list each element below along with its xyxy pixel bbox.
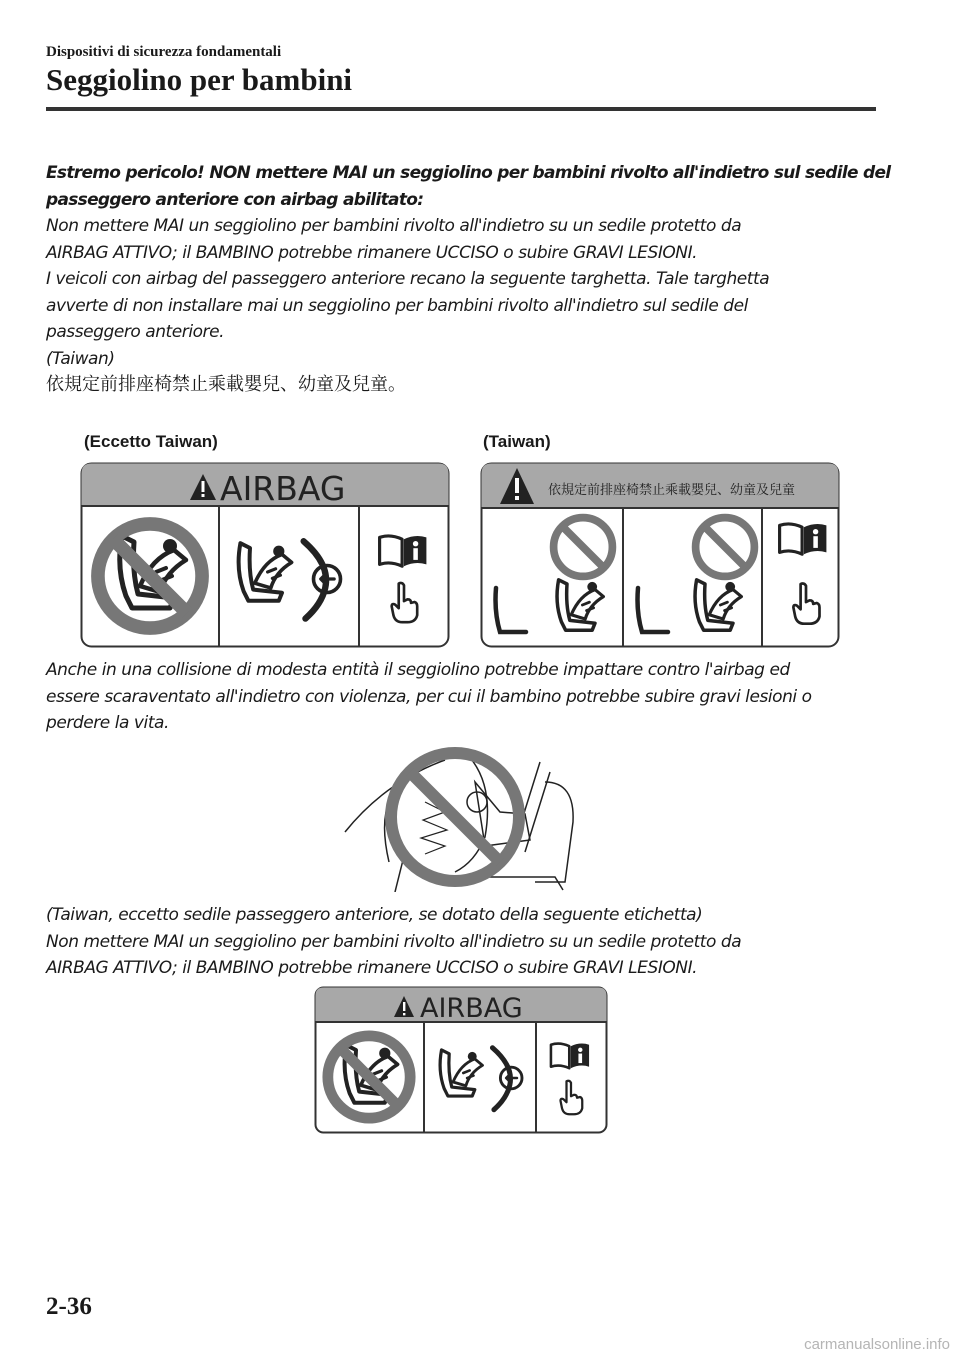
warning-heading-line-1: Estremo pericolo! NON mettere MAI un seggiolino per bambini rivolto all'indietro sul sedile del: [46, 163, 891, 183]
collision-paragraph: [46, 657, 886, 737]
airbag-word: AIRBAG: [420, 993, 523, 1024]
airbag-label-small: [314, 986, 608, 1134]
warning-body-line-1: Non mettere MAI un seggiolino per bambini rivolto all'indietro su un sedile protetto da: [46, 216, 742, 236]
collision-illustration: [335, 742, 595, 892]
taiwan-label-text: 依規定前排座椅禁止乘載嬰兒、幼童及兒童: [548, 483, 796, 498]
caption-taiwan: (Taiwan): [483, 432, 551, 451]
second-warning-line-1: (Taiwan, eccetto sedile passeggero anteriore, se dotato della seguente etichetta): [46, 905, 703, 925]
collision-line-3: perdere la vita.: [46, 713, 169, 733]
second-warning-line-3: AIRBAG ATTIVO; il BAMBINO potrebbe rimanere UCCISO o subire GRAVI LESIONI.: [46, 958, 698, 978]
section-label: Dispositivi di sicurezza fondamentali: [46, 44, 282, 60]
caption-except-taiwan: (Eccetto Taiwan): [84, 432, 218, 451]
warning-body-line-2: AIRBAG ATTIVO; il BAMBINO potrebbe rimanere UCCISO o subire GRAVI LESIONI.: [46, 242, 698, 263]
airbag-label-except-taiwan: [80, 462, 450, 648]
page-title: Seggiolino per bambini: [46, 62, 353, 97]
warning-heading-line-2: passeggero anteriore con airbag abilitato:: [46, 189, 424, 210]
collision-line-2: essere scaraventato all'indietro con violenza, per cui il bambino potrebbe subire gravi lesioni o: [46, 686, 812, 707]
warning-body-line-4: avverte di non installare mai un seggiolino per bambini rivolto all'indietro sul sedile del: [46, 295, 748, 316]
second-warning-line-2: Non mettere MAI un seggiolino per bambini rivolto all'indietro su un sedile protetto da: [46, 931, 742, 952]
taiwan-warning-text: 依規定前排座椅禁止乘載嬰兒、幼童及兒童。: [46, 374, 406, 395]
collision-line-1: Anche in una collisione di modesta entità il seggiolino potrebbe impattare contro l'airbag ed: [46, 660, 790, 680]
page-number: 2-36: [46, 1293, 92, 1320]
warning-body-line-5: passeggero anteriore.: [46, 322, 225, 342]
warning-block: [46, 160, 891, 399]
airbag-word: AIRBAG: [220, 469, 346, 508]
airbag-label-taiwan: [480, 462, 840, 648]
warning-body-line-6: (Taiwan): [46, 348, 115, 369]
watermark: carmanualsonline.info: [804, 1336, 950, 1353]
warning-body-line-3: I veicoli con airbag del passeggero anteriore recano la seguente targhetta. Tale targhetta: [46, 269, 770, 289]
title-divider: [46, 107, 876, 111]
second-warning-paragraph: [46, 902, 886, 982]
